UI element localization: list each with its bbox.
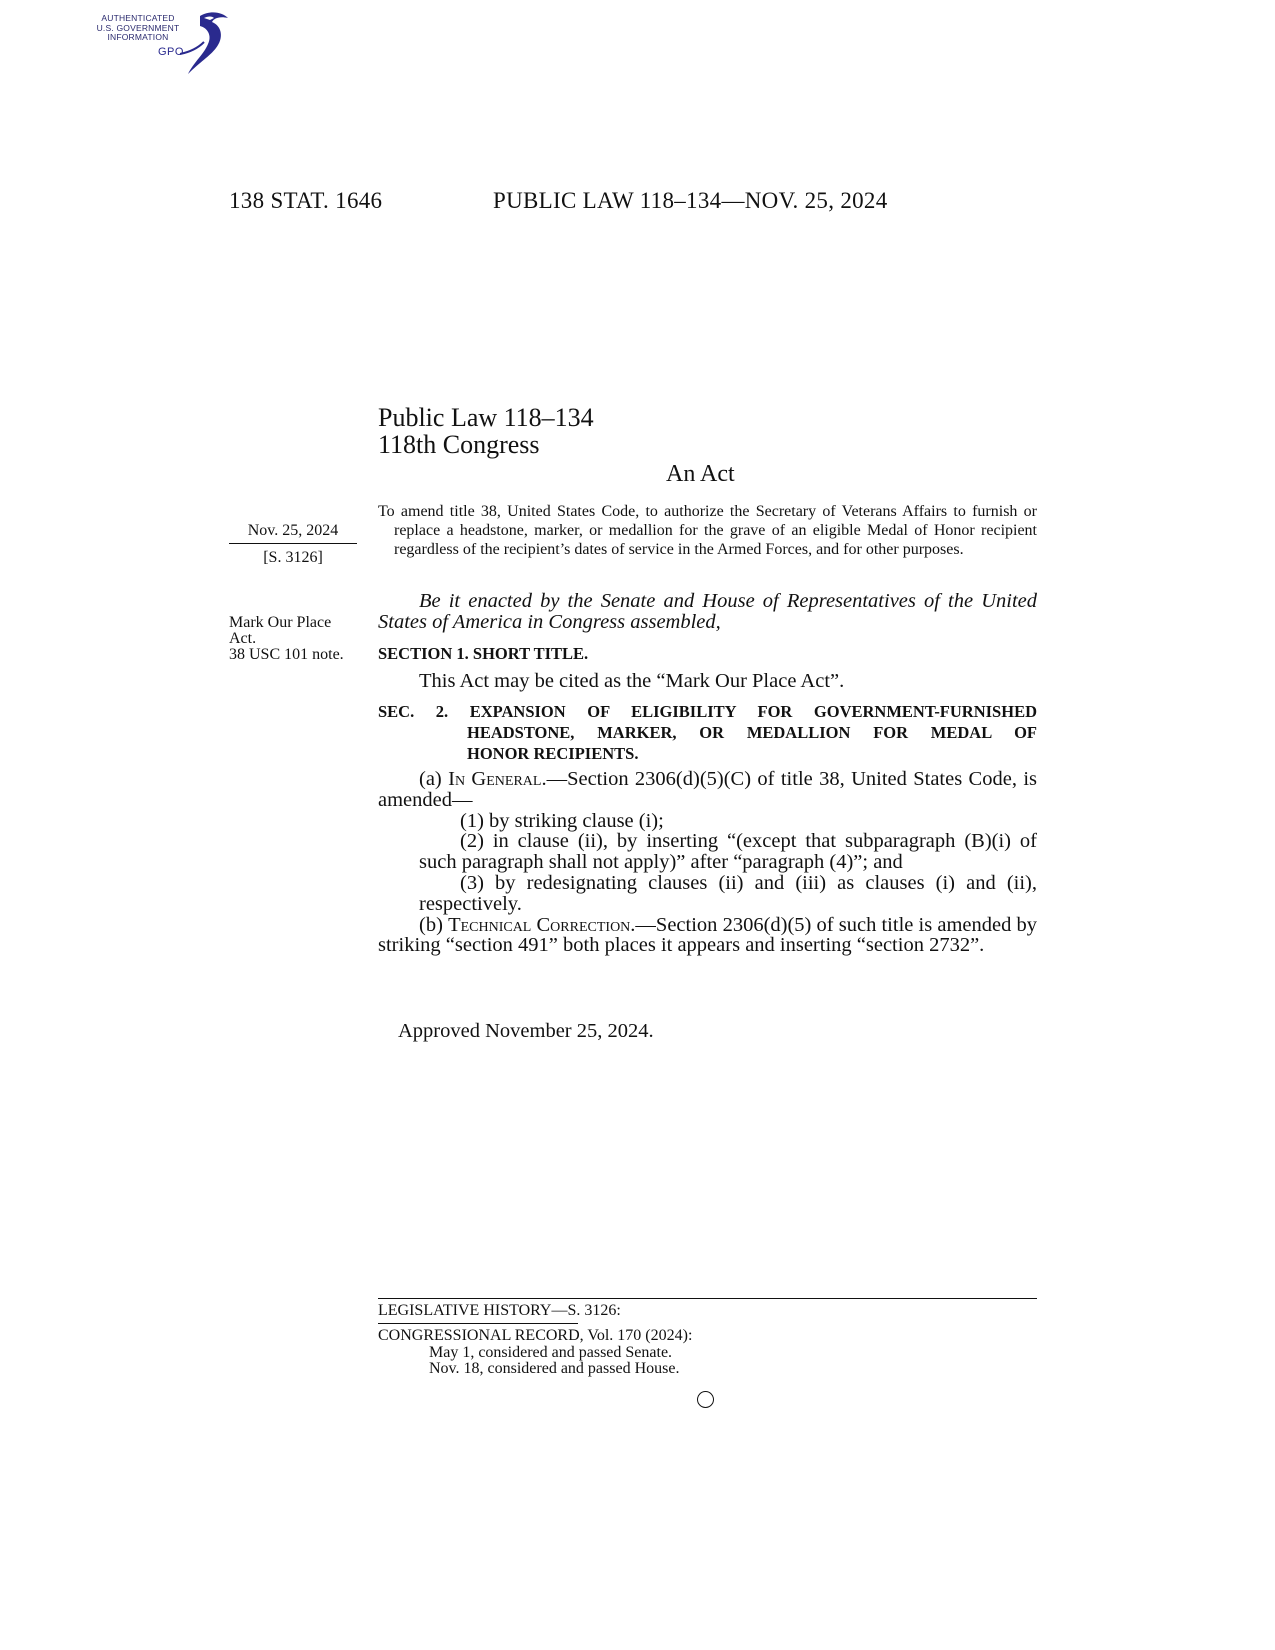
logo-line: AUTHENTICATED [101, 13, 175, 23]
approval-date: Approved November 25, 2024. [398, 1020, 654, 1042]
paragraph-1: (1) by striking clause (i); [460, 809, 664, 832]
section-2-heading [378, 701, 1037, 764]
paragraph-2: (2) in clause (ii), by inserting “(except that subparagraph (B)(i) of such paragraph shall not apply)” after “paragraph (4)”; and [419, 830, 1037, 874]
paragraph-3: (3) by redesignating clauses (ii) and (iii) as clauses (i) and (ii), respectively. [419, 871, 1037, 915]
short-title-note-cont: Act. [229, 630, 257, 647]
subsection-b-body: .—Section 2306(d)(5) of such title is amended by striking “section 491” both places it appears and inserting “section 2732”. [378, 913, 1037, 957]
law-citation: PUBLIC LAW 118–134—NOV. 25, 2024 [493, 188, 888, 213]
history-entry: May 1, considered and passed Senate. [429, 1343, 673, 1361]
logo-line: U.S. GOVERNMENT [96, 22, 180, 33]
section-1-heading: SECTION 1. SHORT TITLE. [378, 644, 589, 663]
section-1-text: This Act may be cited as the “Mark Our Place Act”. [419, 670, 845, 692]
legislative-history-underline [378, 1323, 578, 1324]
end-mark-circle [697, 1391, 714, 1408]
law-title [378, 404, 594, 458]
subsection-b-text [378, 915, 1037, 957]
subsection-b-label: (b) [419, 913, 449, 936]
subsection-a-body: .—Section 2306(d)(5)(C) of title 38, United States Code, is amended— [378, 768, 1037, 811]
short-title-note: Mark Our Place [229, 614, 332, 631]
margin-divider [229, 543, 357, 544]
enacting-text: Be it enacted by the Senate and House of Representatives of the United States of America in Congress assembled, [378, 590, 1037, 633]
subsection-a-label: (a) [419, 768, 449, 790]
legislative-history-heading: LEGISLATIVE HISTORY—S. 3126: [378, 1302, 621, 1319]
history-entry: Nov. 18, considered and passed House. [429, 1360, 680, 1377]
margin-date-note [229, 520, 357, 568]
an-act-heading: An Act [666, 461, 735, 487]
enacting-clause [378, 591, 1037, 633]
enactment-date: Nov. 25, 2024 [247, 522, 339, 539]
logo-abbr: GPO [158, 46, 184, 58]
subsection-b-head: Technical Correction [448, 913, 631, 936]
stat-citation: 138 STAT. 1646 [229, 188, 383, 213]
footer-divider [378, 1298, 1037, 1299]
subsection-a-text [378, 769, 1037, 811]
congressional-record: CONGRESSIONAL RECORD, Vol. 170 (2024): [378, 1327, 693, 1344]
purpose-statement [378, 502, 1037, 559]
usc-note: 38 USC 101 note. [229, 646, 344, 663]
section-2-heading-line: HONOR RECIPIENTS. [467, 744, 639, 763]
gpo-logo [92, 8, 232, 76]
legislative-history-record [378, 1328, 692, 1378]
eagle-icon [170, 8, 232, 76]
subsection-a-head: In General [448, 768, 542, 790]
public-law-number: Public Law 118–134 [378, 403, 594, 432]
congress-number: 118th Congress [378, 430, 540, 459]
section-2-heading-line: SEC. 2. EXPANSION OF ELIGIBILITY FOR GOVERNMENT-FURNISHED [378, 702, 1037, 721]
logo-line: INFORMATION [107, 32, 169, 42]
section-2-heading-line: HEADSTONE, MARKER, OR MEDALLION FOR MEDAL OF [467, 723, 1037, 742]
purpose-text: To amend title 38, United States Code, to authorize the Secretary of Veterans Affairs to furnish or replace a headstone, marker, or medallion for the grave of an eligible Medal of Honor recipient regardless of the recipient’s dates of service in the Armed Forces, and for other purposes. [378, 503, 1037, 558]
margin-short-title-note [229, 615, 344, 663]
subsection-a [378, 769, 1037, 956]
bill-number: [S. 3126] [263, 549, 323, 566]
